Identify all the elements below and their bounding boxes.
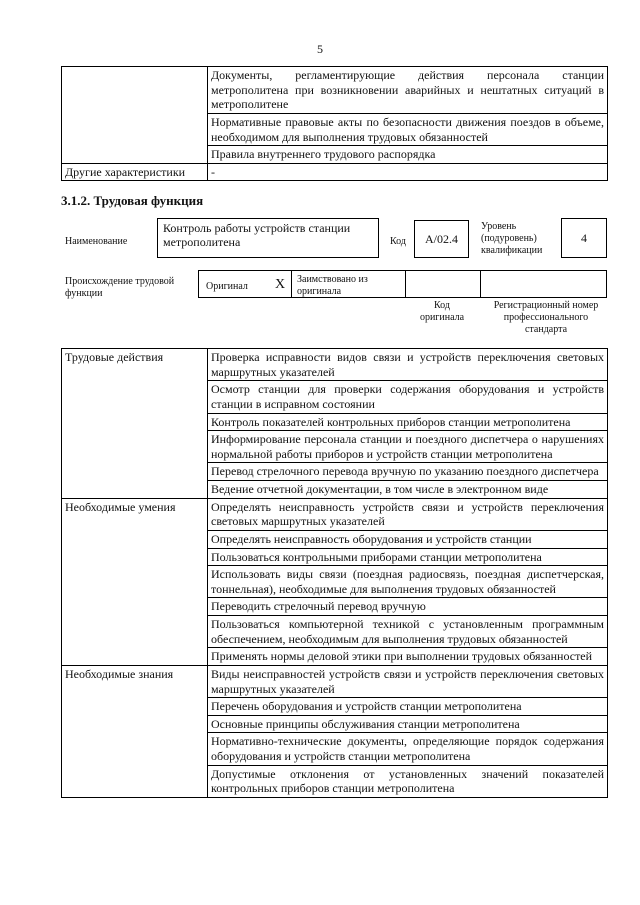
original-mark: Х <box>275 277 286 292</box>
code-box <box>414 220 469 258</box>
reg-number-label: Регистрационный номер профессионального стандарта <box>493 300 599 335</box>
name-label: Наименование <box>65 236 128 247</box>
required-knowledge-item: Виды неисправностей устройств связи и устройств переключения световых маршрутных указателей <box>208 665 608 697</box>
continuation-table <box>61 66 608 181</box>
code-original-label: Код оригинала <box>419 300 465 323</box>
required-skills-item: Использовать виды связи (поездная радиосвязь, поездная диспетчерская, тоннельная), необходимые для выполнения трудовых обязанностей <box>208 566 608 598</box>
other-characteristics-label: Другие характеристики <box>62 163 208 181</box>
code-value: A/02.4 <box>425 231 458 246</box>
table-row <box>62 163 608 181</box>
page-number: 5 <box>317 42 323 56</box>
labor-actions-item: Ведение отчетной документации, в том числе в электронном виде <box>208 481 608 499</box>
required-knowledge-item: Перечень оборудования и устройств станции метрополитена <box>208 698 608 716</box>
other-characteristics-value: - <box>208 163 608 181</box>
required-knowledge-label: Необходимые знания <box>62 665 208 797</box>
required-skills-item: Определять неисправность оборудования и устройств станции <box>208 530 608 548</box>
divider <box>480 271 481 297</box>
code-label: Код <box>390 236 406 247</box>
table-row <box>62 665 608 697</box>
level-value: 4 <box>581 230 587 245</box>
labor-actions-label: Трудовые действия <box>62 349 208 499</box>
section-title: 3.1.2. Трудовая функция <box>61 193 204 208</box>
borrowed-label: Заимствовано из оригинала <box>297 274 368 297</box>
table-row <box>62 67 608 114</box>
required-skills-item: Пользоваться компьютерной техникой с установленным программным обеспечением, необходимым для выполнения трудовых обязанностей <box>208 616 608 648</box>
labor-actions-item: Контроль показателей контрольных приборов станции метрополитена <box>208 413 608 431</box>
labor-function-table <box>61 348 608 798</box>
table-row <box>62 498 608 530</box>
origin-box <box>198 270 607 298</box>
required-skills-item: Применять нормы деловой этики при выполнении трудовых обязанностей <box>208 648 608 666</box>
divider <box>405 271 406 297</box>
table-row <box>62 349 608 381</box>
knowledge-item: Правила внутреннего трудового распорядка <box>208 146 608 164</box>
labor-actions-item: Проверка исправности видов связи и устройств переключения световых маршрутных указателей <box>208 349 608 381</box>
origin-label: Происхождение трудовой функции <box>65 276 175 299</box>
required-skills-item: Определять неисправность устройств связи и устройств переключения световых маршрутных указателей <box>208 498 608 530</box>
labor-actions-item: Осмотр станции для проверки содержания оборудования и устройств станции в исправном состоянии <box>208 381 608 413</box>
required-skills-label: Необходимые умения <box>62 498 208 665</box>
labor-actions-item: Перевод стрелочного перевода вручную по указанию поездного диспетчера <box>208 463 608 481</box>
knowledge-item: Нормативные правовые акты по безопасности движения поездов в объеме, необходимом для выполнения трудовых обязанностей <box>208 113 608 145</box>
knowledge-item: Документы, регламентирующие действия персонала станции метрополитена при возникновении аварийных и нештатных ситуаций в метрополитене <box>208 67 608 114</box>
divider <box>291 271 292 297</box>
function-name-value: Контроль работы устройств станции метрополитена <box>163 221 351 250</box>
function-name-box <box>157 218 379 258</box>
level-label: Уровень (подуровень) квалификации <box>481 221 543 256</box>
required-skills-item: Пользоваться контрольными приборами станции метрополитена <box>208 548 608 566</box>
original-label: Оригинал <box>206 281 248 292</box>
required-knowledge-item: Нормативно-технические документы, определяющие порядок содержания оборудования и устройств станции метрополитена <box>208 733 608 765</box>
required-skills-item: Переводить стрелочный перевод вручную <box>208 598 608 616</box>
required-knowledge-item: Допустимые отклонения от установленных значений показателей контрольных приборов станции метрополитена <box>208 765 608 797</box>
required-knowledge-item: Основные принципы обслуживания станции метрополитена <box>208 715 608 733</box>
empty-label-cell <box>62 67 208 164</box>
level-box <box>561 218 607 258</box>
labor-actions-item: Информирование персонала станции и поездного диспетчера о нарушениях нормальной работы приборов и устройств станции метрополитена <box>208 431 608 463</box>
